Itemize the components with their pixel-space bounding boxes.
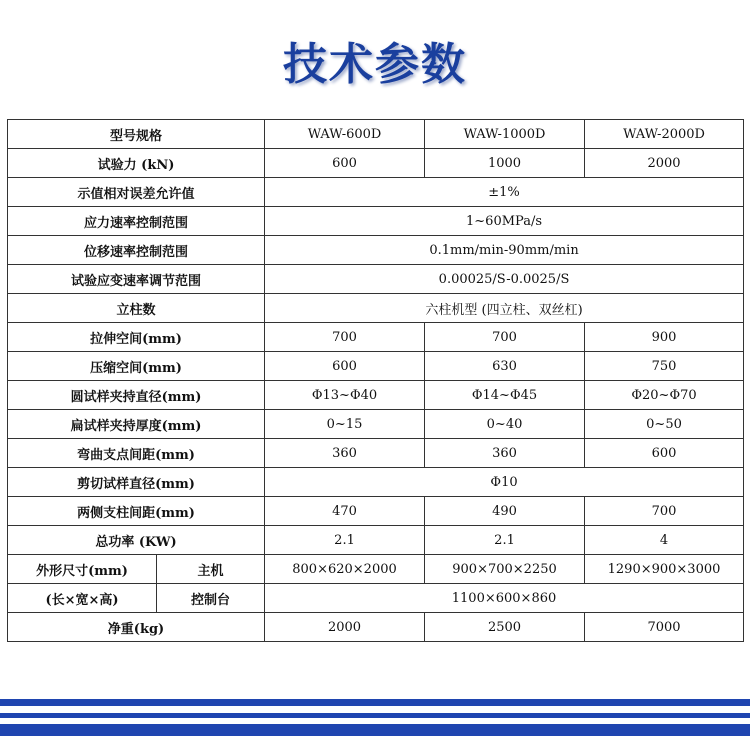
table-cell-label: 剪切试样直径(mm) [8, 468, 265, 497]
table-row [8, 323, 744, 352]
table-cell: 630 [425, 352, 585, 381]
table-cell-label: 扁试样夹持厚度(mm) [8, 410, 265, 439]
table-cell-label: 总功率 (KW) [8, 526, 265, 555]
table-cell-label: 试验应变速率调节范围 [8, 265, 265, 294]
table-cell-shared: 1~60MPa/s [265, 207, 744, 236]
table-cell-label: 净重(kg) [8, 613, 265, 642]
model-header: WAW-1000D [425, 120, 585, 149]
table-cell: 360 [265, 439, 425, 468]
table-cell-shared: 0.00025/S-0.0025/S [265, 265, 744, 294]
table-cell: 2000 [265, 613, 425, 642]
table-row [8, 294, 744, 323]
footer-stripe [0, 713, 750, 718]
table-row [8, 381, 744, 410]
table-cell-label: 位移速率控制范围 [8, 236, 265, 265]
table-cell: 700 [585, 497, 744, 526]
table-cell-label: 圆试样夹持直径(mm) [8, 381, 265, 410]
table-cell-label: 应力速率控制范围 [8, 207, 265, 236]
table-cell: 1290×900×3000 [585, 555, 744, 584]
model-header: WAW-2000D [585, 120, 744, 149]
table-cell-label: 弯曲支点间距(mm) [8, 439, 265, 468]
table-cell: 490 [425, 497, 585, 526]
table-cell: 4 [585, 526, 744, 555]
table-cell-shared: 六柱机型 (四立柱、双丝杠) [265, 294, 744, 323]
page-title: 技术参数 [283, 39, 467, 90]
table-cell-label: 示值相对误差允许值 [8, 178, 265, 207]
table-cell: 7000 [585, 613, 744, 642]
console-label: 控制台 [157, 584, 265, 613]
table-cell: Φ13~Φ40 [265, 381, 425, 410]
table-row [8, 178, 744, 207]
table-cell: 470 [265, 497, 425, 526]
table-cell: 900×700×2250 [425, 555, 585, 584]
table-cell: 360 [425, 439, 585, 468]
table-cell: Φ14~Φ45 [425, 381, 585, 410]
table-row [8, 526, 744, 555]
model-header: WAW-600D [265, 120, 425, 149]
table-cell-label: 立柱数 [8, 294, 265, 323]
table-cell: 600 [265, 352, 425, 381]
table-header-row [8, 120, 744, 149]
table-row [8, 207, 744, 236]
table-cell-shared: 1100×600×860 [265, 584, 744, 613]
footer-stripe [0, 724, 750, 736]
table-cell: 600 [265, 149, 425, 178]
host-label: 主机 [157, 555, 265, 584]
table-cell-shared: ±1% [265, 178, 744, 207]
table-cell-label: 拉伸空间(mm) [8, 323, 265, 352]
table-row [8, 410, 744, 439]
table-cell: 600 [585, 439, 744, 468]
table-cell-label: 型号规格 [8, 120, 265, 149]
table-row [8, 613, 744, 642]
table-cell: Φ20~Φ70 [585, 381, 744, 410]
dimensions-label: 外形尺寸(mm) [8, 555, 157, 584]
table-cell-label: 试验力 (kN) [8, 149, 265, 178]
table-cell: 0~15 [265, 410, 425, 439]
table-cell: 800×620×2000 [265, 555, 425, 584]
table-row-dimensions-console [8, 584, 744, 613]
table-cell: 700 [265, 323, 425, 352]
table-row [8, 236, 744, 265]
table-cell: 700 [425, 323, 585, 352]
spec-table [7, 119, 744, 642]
table-row [8, 265, 744, 294]
table-cell: 2.1 [265, 526, 425, 555]
table-cell: 2000 [585, 149, 744, 178]
table-cell-shared: Φ10 [265, 468, 744, 497]
table-row [8, 468, 744, 497]
table-row-dimensions-host [8, 555, 744, 584]
table-cell: 750 [585, 352, 744, 381]
table-cell-label: 压缩空间(mm) [8, 352, 265, 381]
table-cell-label: 两侧支柱间距(mm) [8, 497, 265, 526]
table-cell: 1000 [425, 149, 585, 178]
dimensions-sublabel: (长×宽×高) [8, 584, 157, 613]
footer-stripe [0, 699, 750, 706]
table-cell: 0~40 [425, 410, 585, 439]
table-row [8, 439, 744, 468]
table-cell: 0~50 [585, 410, 744, 439]
table-cell-shared: 0.1mm/min-90mm/min [265, 236, 744, 265]
table-cell: 900 [585, 323, 744, 352]
table-cell: 2.1 [425, 526, 585, 555]
table-row [8, 497, 744, 526]
table-row [8, 352, 744, 381]
table-row [8, 149, 744, 178]
table-cell: 2500 [425, 613, 585, 642]
